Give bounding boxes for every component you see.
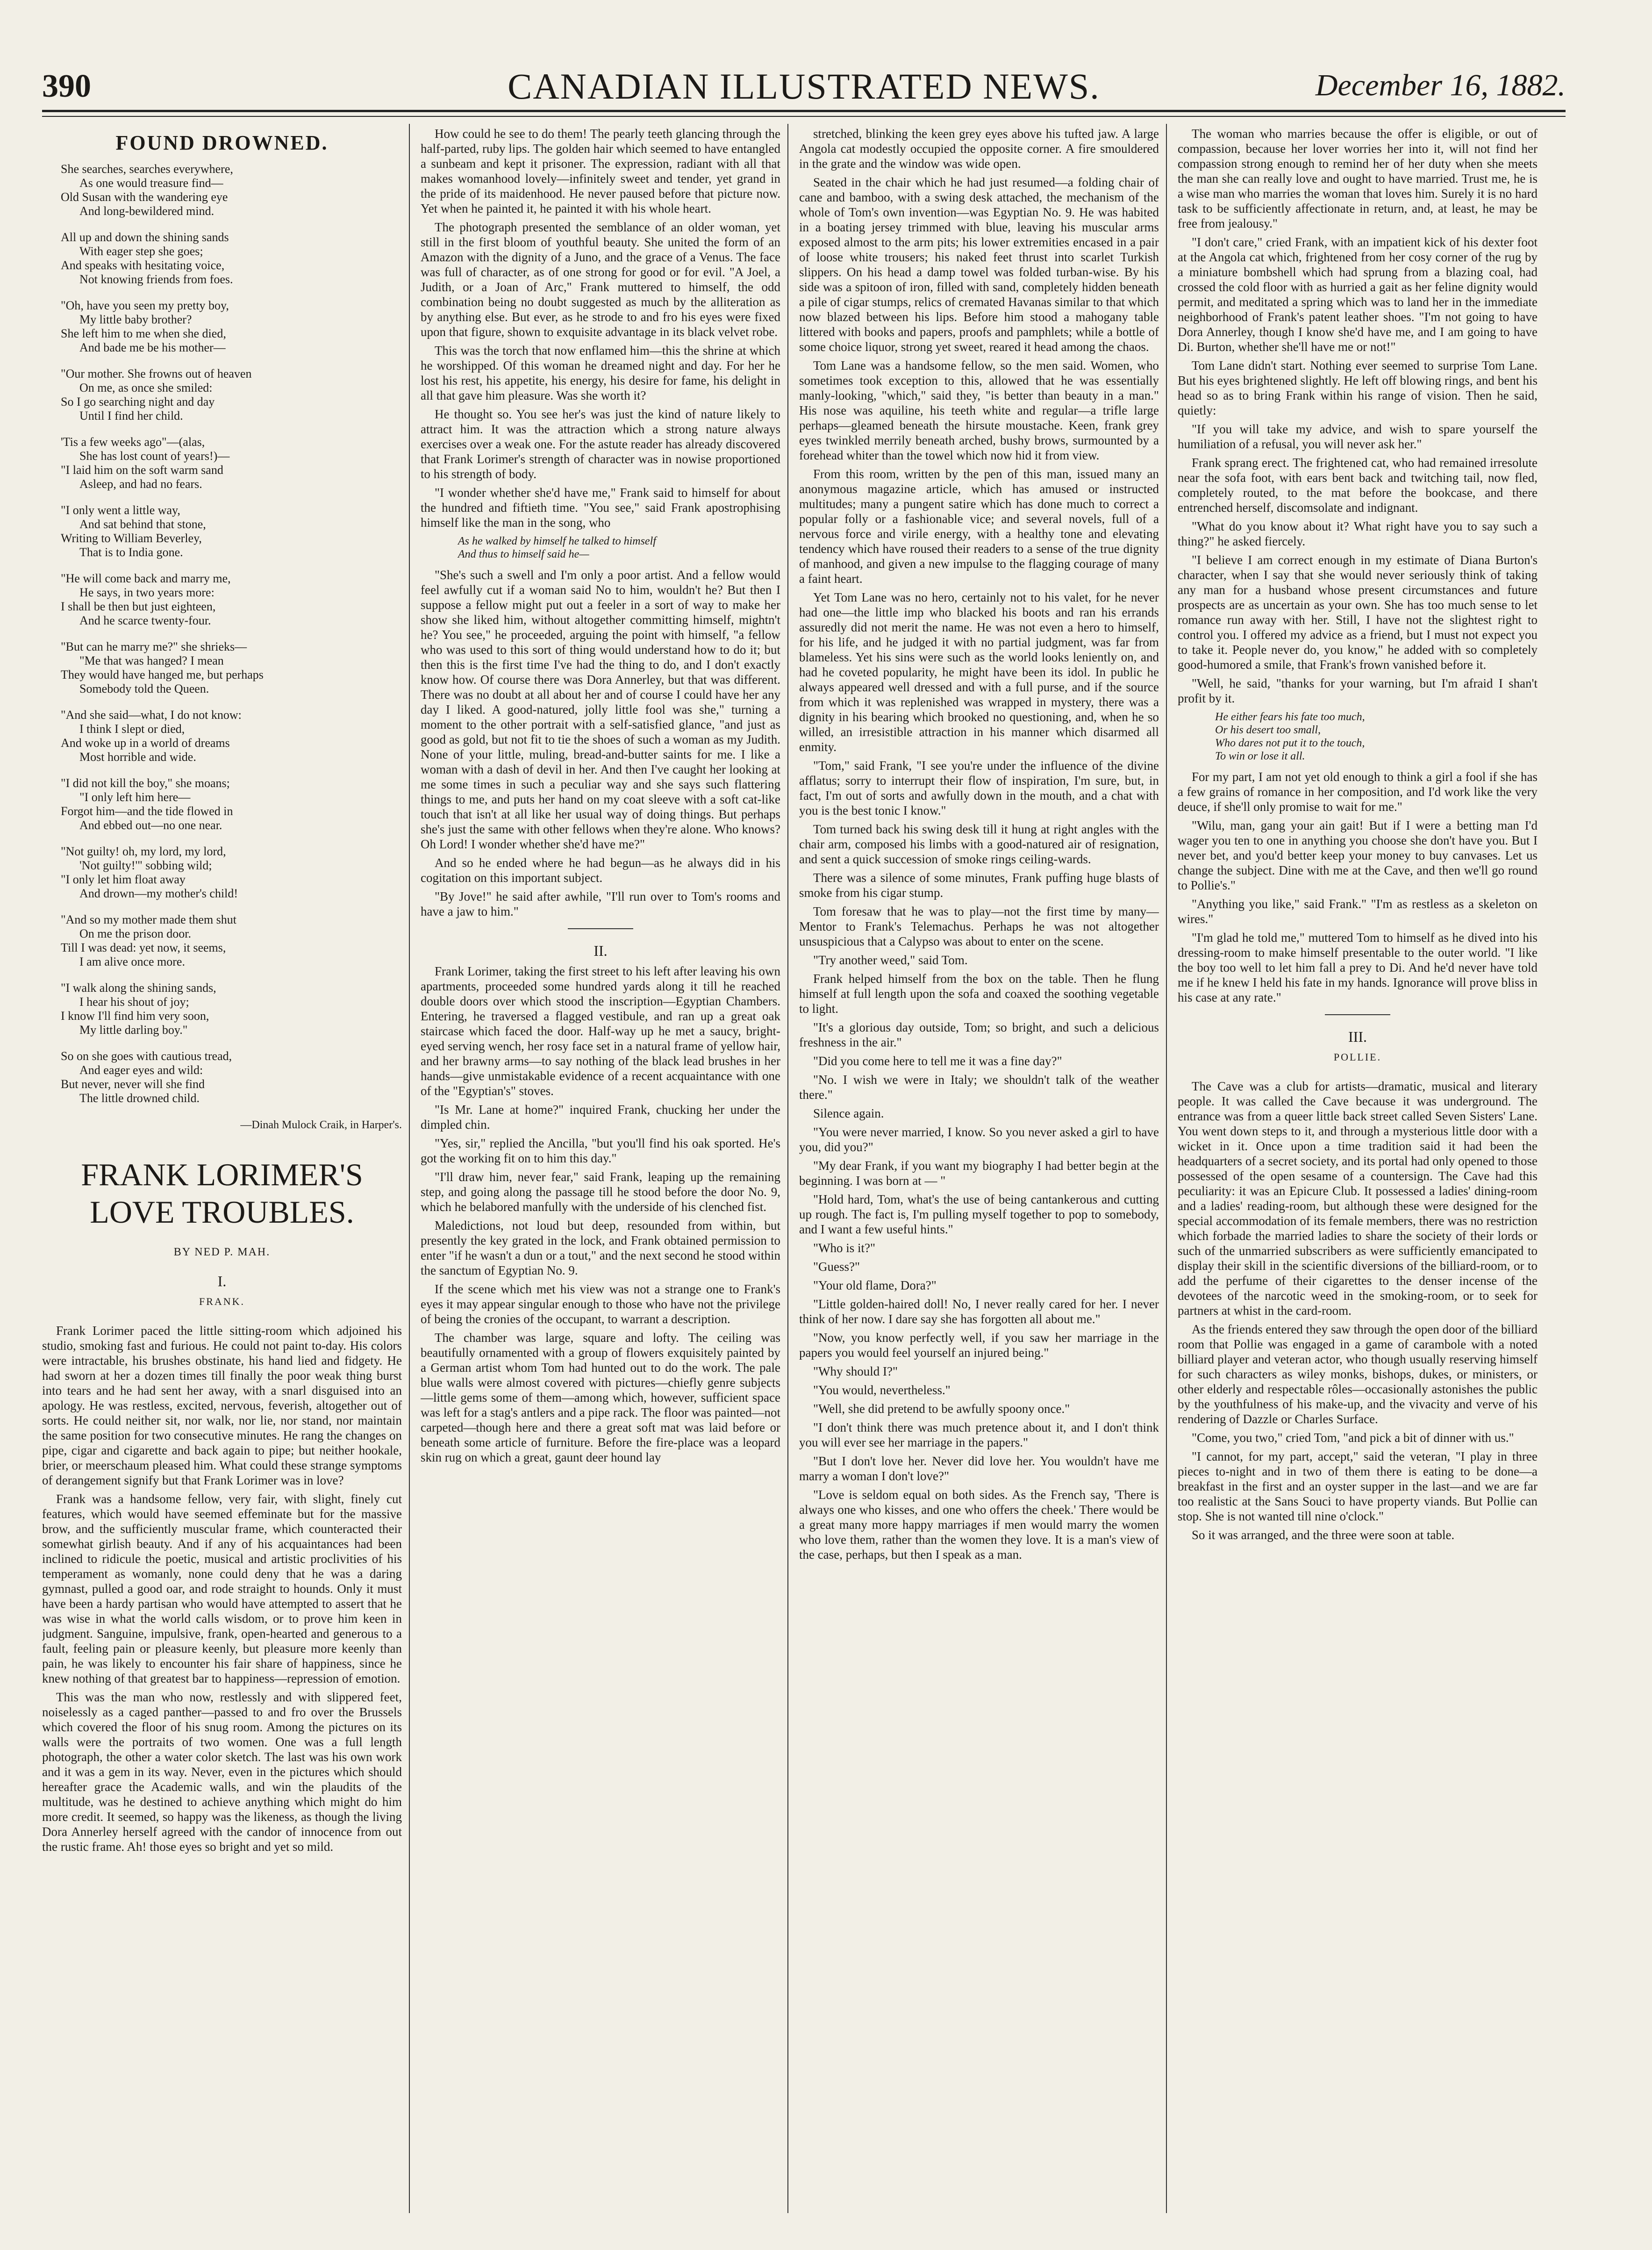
chapter-number: III. xyxy=(1348,1028,1367,1045)
paragraph: Frank was a handsome fellow, very fair, with slight, finely cut features, which would have seemed effeminate but for the massive brow, and the sufficiently muscular frame, which counteracted their somewhat girlish beauty. And if any of his acquaintances had been inclined to ridicule the poetic, musical and artistic proclivities of his temperament as womanly, none could deny that he was a daring gymnast, pulled a good oar, and rode straight to hounds. Only it must have been a hardy partisan who would have attempted to assert that he was wise in what the world calls wisdom, or to prove him keen in judgment. Sanguine, impulsive, frank, open-hearted and generous to a fault, feeling pain or pleasure keenly, but pleasure more keenly than pain, he was likely to encounter his fair share of happiness, since he knew nothing of that greatest bar to happiness—repression of emotion. xyxy=(42,1492,402,1685)
paragraph: If the scene which met his view was not a strange one to Frank's eyes it may appear singular enough to those who have not the privilege of being the cronies of the occupant, to warrant a description. xyxy=(421,1282,780,1326)
poem-line: And drown—my mother's child! xyxy=(79,887,238,900)
paragraph: "Wilu, man, gang your ain gait! But if I were a betting man I'd wager you ten to one in anything you choose she don't have you. But I never bet, and you'd better keep your money to buy canvases. Let us change the subject. Dine with me at the Cave, and then we'll go round to Pollie's." xyxy=(1178,818,1538,892)
story-text xyxy=(421,567,780,919)
column-divider xyxy=(409,124,410,2213)
story-text xyxy=(421,964,780,1465)
verse-line: Who dares not put it to the touch, xyxy=(1215,737,1365,749)
paragraph: "I'll draw him, never fear," said Frank, leaping up the remaining step, and going along the passage till he stood before the door No. 9, which he belabored manfully with the underside of his clenched fist. xyxy=(421,1170,780,1214)
poem-line: And eager eyes and wild: xyxy=(79,1063,203,1077)
poem-line: My little baby brother? xyxy=(79,313,192,326)
paragraph: "Now, you know perfectly well, if you saw her marriage in the papers you would feel yourself an injured being." xyxy=(799,1331,1159,1360)
poem-line: Writing to William Beverley, xyxy=(61,531,202,545)
poem-line: They would have hanged me, but perhaps xyxy=(61,668,264,681)
story-byline: BY NED P. MAH. xyxy=(173,1246,271,1258)
paragraph: "Little golden-haired doll! No, I never really cared for her. I never think of her now. I dare say she has forgotten all about me." xyxy=(799,1297,1159,1326)
poem-line: Most horrible and wide. xyxy=(79,750,196,764)
poem-line: That is to India gone. xyxy=(79,545,183,559)
chapter-number: I. xyxy=(217,1273,227,1290)
poem-line: Until I find her child. xyxy=(79,409,183,423)
poem-line: As one would treasure find— xyxy=(79,176,223,190)
paragraph: Tom turned back his swing desk till it hung at right angles with the chair arm, composed his limbs with a good-natured air of resignation, and sent a quick succession of smoke rings ceiling-wards. xyxy=(799,822,1159,866)
poem-stanza xyxy=(61,503,402,559)
chapter-name: FRANK. xyxy=(199,1296,245,1307)
column-4 xyxy=(1178,126,1538,2211)
paragraph: From this room, written by the pen of this man, issued many an anonymous magazine article, which has amused or instructed multitudes; many a pungent satire which has done much to correct a popular folly or a fashionable vice; and several novels, full of a nervous force and virile energy, with a healthy tone and elevating tendency which have roused their readers to a sense of the true dignity of manhood, and given a new impulse to the flagging courage of many a faint heart. xyxy=(799,467,1159,586)
verse-quote xyxy=(458,535,762,561)
poem-line: And long-bewildered mind. xyxy=(79,204,215,218)
paragraph: He thought so. You see her's was just the kind of nature likely to attract him. It was the attraction which a strong nature always exercises over a weak one. For the astute reader has already discovered that Frank Lorimer's strength of character was in nowise proportioned to his strength of body. xyxy=(421,407,780,481)
paragraph: The woman who marries because the offer is eligible, or out of compassion, because her lover worries her into it, will not find her compassion strong enough to remind her of her duty when she meets the man she can really love and ought to have married. Trust me, he is a wise man who marries the woman that loves him. Surely it is no hard task to be sufficiently affectionate in return, and, at least, he may be free from jealousy." xyxy=(1178,127,1538,230)
poem-stanza xyxy=(61,640,402,696)
paragraph: The chamber was large, square and lofty. The ceiling was beautifully ornamented with a group of flowers exquisitely painted by a German artist whom Tom had hunted out to do the work. The pale blue walls were almost covered with pictures—chiefly genre subjects—little gems some of them—among which, however, sufficient space was left for a stag's antlers and a pipe rack. The floor was painted—not carpeted—though here and there a great soft mat was laid before or beneath some article of furniture. Before the fire-place was a leopard skin rug on which a great, gaunt deer hound lay xyxy=(421,1331,780,1464)
verse-line: Or his desert too small, xyxy=(1215,724,1321,736)
paragraph: "She's such a swell and I'm only a poor artist. And a fellow would feel awfully cut if a woman said No to him, wouldn't he? But then I suppose a fellow might put out a feeler in a sort of way to make her show she liked him, without altogether committing himself, mightn't he? You see," he proceeded, arguing the point with himself, "a fellow who was used to this sort of thing would understand how to do it; but then this is the first time I've had the thing to do, and I don't exactly know how. Of course there was Dora Annerley, but that was different. There was no doubt at all about her and of course I could have her any day I liked. A good-natured, jolly little fool was she," turning a moment to the other portrait with a self-satisfied glance, "and just as good as gold, but not fit to tie the shoes of such a woman as my Judith. None of your little, muling, bread-and-butter saints for me. I like a woman with a dash of devil in her. And then I've caught her looking at me some times in such a peculiar way and she says such flattering things to me, and puts her hand on my coat sleeve with a soft cat-like touch that isn't at all like her usual way of doing things. But perhaps she's just the same with other fellows when they're alone. Who knows? Oh Lord! I wonder whether she'd have me?" xyxy=(421,568,780,851)
poem-line: And bade me be his mother— xyxy=(79,341,226,354)
paragraph: Yet Tom Lane was no hero, certainly not to his valet, for he never had one—the little imp who blacked his boots and ran his errands assuredly did not merit the name. He was not even a hero to himself, for his life, and he judged it with no partial judgment, was far from blameless. Yet his sins were such as the world looks leniently on, and had he coveted popularity, he might have been its idol. In public he always appeared well dressed and with a full purse, and if the source from which it was replenished was wrapped in mystery, there was a dignity in his bearing which brooked no questioning, and, when he so willed, an irresistible attraction in his manner which disarmed all enmity. xyxy=(799,590,1159,754)
poem-line: I hear his shout of joy; xyxy=(79,995,189,1009)
poem-line: "But can he marry me?" she shrieks— xyxy=(61,640,247,653)
paragraph: stretched, blinking the keen grey eyes above his tufted jaw. A large Angola cat modestly occupied the opposite corner. A fire smouldered in the grate and the window was wide open. xyxy=(799,127,1159,171)
poem-line: "I only let him float away xyxy=(61,873,186,886)
story-text xyxy=(799,126,1159,1562)
masthead xyxy=(42,56,1566,117)
paragraph: "Anything you like," said Frank." "I'm as restless as a skeleton on wires." xyxy=(1178,897,1538,926)
poem-line: With eager step she goes; xyxy=(79,244,203,258)
paragraph: "Love is seldom equal on both sides. As the French say, 'There is always one who kisses, and one who offers the cheek.' There would be a great many more happy marriages if men would marry the women who love them, rather than the women they love. It is a man's view of the case, perhaps, but then I speak as a man. xyxy=(799,1488,1159,1562)
paragraph: How could he see to do them! The pearly teeth glancing through the half-parted, ruby lips. The golden hair which seemed to have entangled a sunbeam and kept it prisoner. The expression, radiant with all that makes womanhood lovely—infinitely sweet and tender, yet grand in the pride of its maidenhood. He never paused before that picture now. Yet when he painted it, he painted it with his whole heart. xyxy=(421,127,780,215)
story-text xyxy=(1178,1079,1538,1542)
poem-line: She searches, searches everywhere, xyxy=(61,162,233,176)
poem-line: He says, in two years more: xyxy=(79,586,215,599)
poem-stanza xyxy=(61,776,402,832)
issue-date: December 16, 1882. xyxy=(1315,68,1566,102)
paragraph: This was the man who now, restlessly and with slippered feet, noiselessly as a caged panther—passed to and fro over the Brussels which covered the floor of his snug room. Among the pictures on its walls were the portraits of two women. One was a full length photograph, the other a water color sketch. The last was his own work and it was a gem in its way. Never, even in the pictures which should hereafter grace the Academic walls, and win the plaudits of the multitude, was he destined to achieve anything which might do him more credit. It seemed, so happy was the likeness, as though the living Dora Annerley herself agreed with the candor of innocence from out the rustic frame. Ah! those eyes so bright and yet so mild. xyxy=(42,1690,402,1854)
poem-line: Old Susan with the wandering eye xyxy=(61,190,228,204)
paragraph: "Is Mr. Lane at home?" inquired Frank, chucking her under the dimpled chin. xyxy=(421,1103,780,1132)
column-divider xyxy=(1166,124,1167,2213)
story-title: FRANK LORIMER'S LOVE TROUBLES. xyxy=(81,1157,363,1230)
poem-line: On me the prison door. xyxy=(79,927,192,940)
poem-line: "I did not kill the boy," she moans; xyxy=(61,776,230,790)
paragraph: Tom Lane was a handsome fellow, so the men said. Women, who sometimes took exception to this, allowed that he was essentially manly-looking, "which," said they, "is better than beauty in a man." His nose was aquiline, his teeth white and regular—a trifle large perhaps—gleamed beneath the hirsute moustache. Keen, frank grey eyes twinkled merrily beneath arched, bushy brows, surmounted by a forehead whiter than the towel which now hid it from view. xyxy=(799,358,1159,462)
poem-line: And he scarce twenty-four. xyxy=(79,614,211,627)
poem-stanza xyxy=(61,708,402,764)
poem-line: All up and down the shining sands xyxy=(61,230,229,244)
poem-line: And speaks with hesitating voice, xyxy=(61,258,225,272)
paragraph: "You were never married, I know. So you never asked a girl to have you, did you?" xyxy=(799,1125,1159,1154)
paragraph: "I wonder whether she'd have me," Frank said to himself for about the hundred and fiftieth time. "You see," said Frank apostrophising himself like the man in the song, who xyxy=(421,486,780,530)
paragraph: "I don't care," cried Frank, with an impatient kick of his dexter foot at the Angola cat which, frightened from her cosy corner of the rug by a miniature bombshell which had sprung from a blazing coal, had crossed the cold floor with as hurried a gait as her feline dignity would permit, and meditated a spring which was to land her in the immediate neighborhood of Frank's patent leather shoes. "I'm not going to have Dora Annerley, though I know she'd have me, and I am going to have Di. Burton, whether she'll have me or not!" xyxy=(1178,235,1538,354)
paragraph: "By Jove!" he said after awhile, "I'll run over to Tom's rooms and have a jaw to him." xyxy=(421,889,780,918)
poem-line: Till I was dead: yet now, it seems, xyxy=(61,941,226,954)
verse-line: To win or lose it all. xyxy=(1215,750,1305,762)
poem-line: She has lost count of years!)— xyxy=(79,449,230,463)
poem-line: I am alive once more. xyxy=(79,955,185,968)
poem-line: "I walk along the shining sands, xyxy=(61,981,216,995)
poem-line: I know I'll find him very soon, xyxy=(61,1009,209,1023)
poem-line: "He will come back and marry me, xyxy=(61,572,231,585)
poem-line: And woke up in a world of dreams xyxy=(61,736,230,750)
story-text xyxy=(1178,126,1538,706)
chapter-name: POLLIE. xyxy=(1333,1051,1382,1063)
poem-line: Forgot him—and the tide flowed in xyxy=(61,804,233,818)
section-divider xyxy=(1325,1014,1390,1015)
paragraph: Frank Lorimer paced the little sitting-room which adjoined his studio, smoking fast and furious. He could not paint to-day. His colors were intractable, his brushes obstinate, his hand lied and fidgety. He had sworn at her a dozen times till finally the poor weak thing burst into tears and he had sent her away, with a snarl disguised into an apology. He was restless, excited, nervous, feverish, altogether out of sorts. He could neither sit, nor walk, nor lie, nor stand, nor maintain the same position for two consecutive minutes. He rang the changes on pipe, cigar and cigarette and back again to pipe; but neither hookale, brier, or meerschaum pleased him. What could these strange symptoms of derangement signify but that Frank Lorimer was in love? xyxy=(42,1324,402,1487)
masthead-rule-thin xyxy=(42,116,1566,117)
paragraph: So it was arranged, and the three were soon at table. xyxy=(1192,1528,1455,1542)
paragraph: The photograph presented the semblance of an older woman, yet still in the first bloom of youthful beauty. She united the form of an Amazon with the dignity of a Juno, and the grace of a Venus. The face was full of character, as of one strong for good or for evil. "A Joel, a Judith, or a Joan of Arc," Frank muttered to himself, the odd combination being no doubt suggested as much by the alliteration as by anything else. But ever, as he strode to and fro his eyes were fixed upon that figure, shown to exquisite advantage in its black velvet robe. xyxy=(421,220,780,339)
paragraph: "You would, nevertheless." xyxy=(813,1383,951,1397)
paragraph: "I cannot, for my part, accept," said the veteran, "I play in three pieces to-night and in two of them there is eating to be done—a breakfast in the first and an oyster supper in the last—and we are far too realistic at the Sans Souci to have property viands. But Pollie can stop. She is not wanted till nine o'clock." xyxy=(1178,1449,1538,1523)
story-text xyxy=(1178,769,1538,1005)
paragraph: "I'm glad he told me," muttered Tom to himself as he dived into his dressing-room to make himself presentable to the outer world. "I like the boy too well to let him fall a prey to Di. And he'd never have told me if he knew I held his fate in my hands. Ignorance will prove bliss in his case at any rate." xyxy=(1178,931,1538,1004)
column-1 xyxy=(42,126,402,2211)
poem-stanza xyxy=(61,1049,402,1105)
poem-line: Somebody told the Queen. xyxy=(79,682,209,695)
poem-title: FOUND DROWNED. xyxy=(115,131,329,154)
paragraph: "Well, he said, "thanks for your warning, but I'm afraid I shan't profit by it. xyxy=(1178,676,1538,705)
paragraph: Seated in the chair which he had just resumed—a folding chair of cane and bamboo, with a swing desk attached, the mechanism of the whole of Tom's own invention—was Egyptian No. 9. He was habited in a boating jersey trimmed with blue, leaving his muscular arms exposed almost to the arm pits; his lower extremities encased in a pair of loose white trousers; his naked feet thrust into scarlet Turkish slippers. On his head a damp towel was folded turban-wise. By his side was a spitoon of iron, filled with sand, completely hidden beneath a pile of cigar stumps, relics of cremated Havanas similar to that which now blazed between his lips. Before him stood a mahogany table littered with books and papers, proofs and pamphlets; while a bottle of some choice liquor, strong yet sweet, reared it head among the chaos. xyxy=(799,175,1159,354)
paragraph: "No. I wish we were in Italy; we shouldn't talk of the weather there." xyxy=(799,1073,1159,1102)
verse-line: As he walked by himself he talked to himself xyxy=(458,535,656,547)
poem-line: The little drowned child. xyxy=(79,1091,200,1105)
paragraph: For my part, I am not yet old enough to think a girl a fool if she has a few grains of romance in her composition, and I'd work like the very deuce, if she'll only promise to wait for me." xyxy=(1178,770,1538,814)
section-divider xyxy=(568,928,633,929)
paragraph: "Try another weed," said Tom. xyxy=(813,953,968,967)
poem-body xyxy=(42,162,402,1105)
paper-title: CANADIAN ILLUSTRATED NEWS. xyxy=(508,66,1100,107)
poem-attribution: —Dinah Mulock Craik, in Harper's. xyxy=(240,1119,402,1131)
poem-stanza xyxy=(61,981,402,1037)
poem-line: Asleep, and had no fears. xyxy=(79,477,202,491)
paragraph: And so he ended where he had begun—as he always did in his cogitation on this important subject. xyxy=(421,856,780,885)
paragraph: "Well, she did pretend to be awfully spoony once." xyxy=(813,1402,1070,1416)
poem-line: "And she said—what, I do not know: xyxy=(61,708,242,722)
paragraph: "I don't think there was much pretence about it, and I don't think you will ever see her marriage in the papers." xyxy=(799,1420,1159,1449)
poem-line: But never, never will she find xyxy=(61,1077,205,1091)
paragraph: "My dear Frank, if you want my biography I had better begin at the beginning. I was born at — " xyxy=(799,1159,1159,1188)
paragraph: "Tom," said Frank, "I see you're under the influence of the divine afflatus; sorry to interrupt their flow of inspiration, I'm sure, but, in fact, I'm out of sorts and awfully down in the mouth, and a chat with you is the best tonic I know." xyxy=(799,759,1159,817)
paragraph: "Guess?" xyxy=(813,1260,860,1274)
paragraph: Frank sprang erect. The frightened cat, who had remained irresolute near the sofa foot, with ears bent back and twitching tail, now fled, completely routed, to the mat before the bookcase, and there entrenched herself, discomsolate and indignant. xyxy=(1178,456,1538,515)
poem-line: She left him to me when she died, xyxy=(61,327,226,340)
paragraph: "Your old flame, Dora?" xyxy=(813,1278,937,1292)
paragraph: Tom foresaw that he was to play—not the first time by many—Mentor to Frank's Telemachus. Perhaps he was not altogether unsuspicious that a Calypso was about to enter on the scene. xyxy=(799,904,1159,948)
poem-line: Not knowing friends from foes. xyxy=(79,272,233,286)
story-text xyxy=(421,126,780,530)
paragraph: "It's a glorious day outside, Tom; so bright, and such a delicious freshness in the air." xyxy=(799,1020,1159,1049)
paragraph: "But I don't love her. Never did love her. You wouldn't have me marry a woman I don't love?" xyxy=(799,1454,1159,1483)
paragraph: "If you will take my advice, and wish to spare yourself the humiliation of a refusal, you will never ask her." xyxy=(1178,422,1538,451)
paragraph: Frank helped himself from the box on the table. Then he flung himself at full length upon the sofa and coaxed the soothing vegetable to light. xyxy=(799,972,1159,1016)
poem-line: "Not guilty! oh, my lord, my lord, xyxy=(61,845,226,858)
story-text xyxy=(42,1323,402,1854)
column-2 xyxy=(421,126,780,2211)
paragraph: Maledictions, not loud but deep, resounded from within, but presently the key grated in the lock, and Frank obtained permission to enter "if he wasn't a dun or a tout," and the next second he stood within the sanctum of Egyptian No. 9. xyxy=(421,1218,780,1277)
poem-stanza xyxy=(61,435,402,491)
poem-line: "Oh, have you seen my pretty boy, xyxy=(61,299,229,312)
poem-line: I shall be then but just eighteen, xyxy=(61,600,216,613)
paragraph: There was a silence of some minutes, Frank puffing huge blasts of smoke from his cigar stump. xyxy=(799,871,1159,900)
paragraph: The Cave was a club for artists—dramatic, musical and literary people. It was called the Cave because it was underground. The entrance was from a queer little back street called Seven Sisters' Lane. You went down steps to it, and through a mysterious little door with a wicket in it. Once upon a time tradition said it had been the headquarters of a secret society, and its portal had only opened to those possessed of the open sesame of a countersign. The Cave had this peculiarity: it was an Epicure Club. It possessed a ladies' dining-room and a ladies' reading-room, but although these were designed for the special accommodation of its female members, there was no restriction which forbade the married ladies to share the society of their lords or such of the unmarried subscribers as were sufficiently emancipated to display their skill in the scientific diversions of the billiard-room, or to add the perfume of their cigarettes to the denser incense of the devotees of the narcotic weed in the smoking-room, or to seek for partners at whist in the card-room. xyxy=(1178,1079,1538,1318)
poem-line: So on she goes with cautious tread, xyxy=(61,1049,232,1063)
column-3 xyxy=(799,126,1159,2211)
paragraph: Silence again. xyxy=(813,1106,884,1120)
paragraph: "Who is it?" xyxy=(813,1241,876,1255)
poem-line: "Me that was hanged? I mean xyxy=(79,654,224,667)
poem-line: I think I slept or died, xyxy=(79,722,185,736)
paragraph: As the friends entered they saw through the open door of the billiard room that Pollie was engaged in a game of carambole with a noted billiard player and veteran actor, who though usually reserving himself for such characters as wiley monks, bishops, dukes, or ministers, or other elderly and respectable rôles—occasionally astonishes the public by the youthfulness of his make-up, and the vivacity and verve of his rendering of Dazzle or Charles Surface. xyxy=(1178,1322,1538,1426)
paragraph: "I believe I am correct enough in my estimate of Diana Burton's character, when I say that she would never seriously think of taking any man for a husband whose present circumstances and future prospects are as uncertain as your own. She has too much sense to let romance run away with her. Still, I have not the slightest right to control you. I offered my advice as a friend, but I must not expect you to take it. People never do, you know," he added with so completely good-humored a smile, that Frank's frown vanished before it. xyxy=(1178,553,1538,672)
paragraph: "Why should I?" xyxy=(813,1364,898,1378)
paragraph: Tom Lane didn't start. Nothing ever seemed to surprise Tom Lane. But his eyes brightened slightly. He left off blowing rings, and bent his head so as to bring Frank within his range of vision. Then he said, quietly: xyxy=(1178,358,1538,417)
poem-line: On me, as once she smiled: xyxy=(79,381,213,394)
poem-stanza xyxy=(61,572,402,628)
page-number: 390 xyxy=(42,68,91,104)
poem-line: My little darling boy." xyxy=(79,1023,188,1037)
chapter-number: II. xyxy=(594,942,608,959)
verse-line: He either fears his fate too much, xyxy=(1215,711,1365,723)
poem-line: "I only left him here— xyxy=(79,790,191,804)
poem-line: And sat behind that stone, xyxy=(79,517,206,531)
poem-line: 'Not guilty!'" sobbing wild; xyxy=(79,859,212,872)
paragraph: "Yes, sir," replied the Ancilla, "but you'll find his oak sported. He's got the working fit on to him this day." xyxy=(421,1136,780,1165)
paragraph: This was the torch that now enflamed him—this the shrine at which he worshipped. Of this woman he dreamed night and day. For her he lost his rest, his appetite, his energy, his desire for fame, his delight in all that gave him pleasure. Was she worth it? xyxy=(421,344,780,402)
poem-line: And ebbed out—no one near. xyxy=(79,818,222,832)
column-divider xyxy=(787,124,788,2213)
poem-stanza xyxy=(61,230,402,287)
paragraph: "Did you come here to tell me it was a fine day?" xyxy=(813,1054,1062,1068)
poem-stanza xyxy=(61,845,402,901)
verse-line: And thus to himself said he— xyxy=(458,548,589,560)
poem-stanza xyxy=(61,299,402,355)
poem-line: "And so my mother made them shut xyxy=(61,913,237,926)
paragraph: Frank Lorimer, taking the first street to his left after leaving his own apartments, proceeded some hundred yards along it till he reached double doors over which stood the inscription—Egyptian Chambers. Entering, he traversed a flagged vestibule, and ran up a great oak staircase which faced the door. Half-way up he met a saucy, bright-eyed serving wench, her rosy face set in a natural frame of yellow hair, and her brawny arms—to say nothing of the black lead brushes in her hands—give unmistakable evidence of a recent acquaintance with one of the "Egyptian's" stoves. xyxy=(421,964,780,1098)
poem-line: "I only went a little way, xyxy=(61,503,180,517)
masthead-rule xyxy=(42,110,1566,112)
verse-quote xyxy=(1215,710,1519,763)
poem-stanza xyxy=(61,162,402,218)
paragraph: "What do you know about it? What right have you to say such a thing?" he asked fiercely. xyxy=(1178,519,1538,548)
paragraph: "Come, you two," cried Tom, "and pick a bit of dinner with us." xyxy=(1192,1431,1514,1445)
poem-line: "Our mother. She frowns out of heaven xyxy=(61,367,252,380)
poem-line: So I go searching night and day xyxy=(61,395,215,408)
poem-stanza xyxy=(61,913,402,969)
poem-line: "I laid him on the soft warm sand xyxy=(61,463,223,477)
poem-line: 'Tis a few weeks ago"—(alas, xyxy=(61,435,205,449)
paragraph: "Hold hard, Tom, what's the use of being cantankerous and cutting up rough. The fact is, I'm pulling myself together to pop to somebody, and I want a few useful hints." xyxy=(799,1192,1159,1236)
poem-stanza xyxy=(61,367,402,423)
